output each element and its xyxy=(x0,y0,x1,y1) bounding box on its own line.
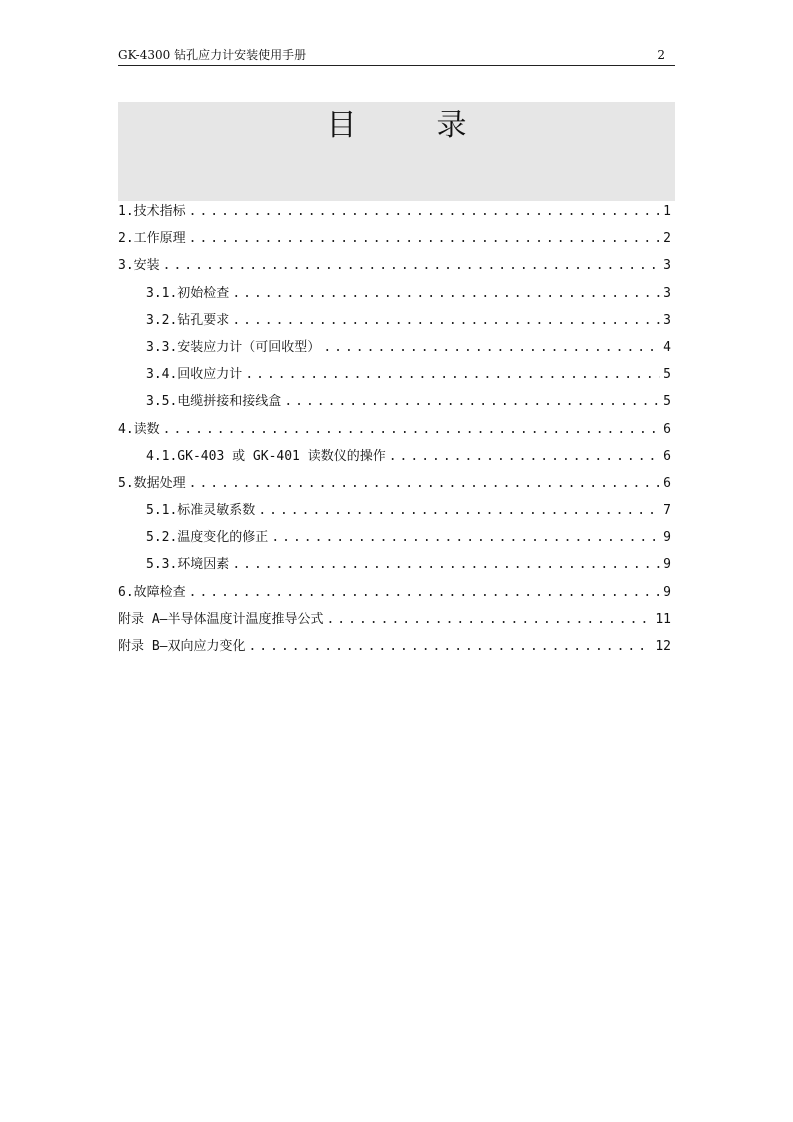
toc-entry-label: 附录 A—半导体温度计温度推导公式 xyxy=(118,611,324,627)
toc-banner xyxy=(118,102,675,201)
page-header xyxy=(118,47,675,66)
toc-entry-label: 5.数据处理 xyxy=(118,475,186,491)
toc-entry-label: 1.技术指标 xyxy=(118,204,186,219)
toc-entry[interactable] xyxy=(118,497,673,524)
toc-entry-page: 3 xyxy=(663,258,671,274)
toc-list xyxy=(118,198,673,660)
toc-entry-page: 11 xyxy=(655,611,671,627)
toc-entry[interactable] xyxy=(118,470,673,497)
toc-leader-dots xyxy=(232,551,660,578)
toc-leader-dots xyxy=(163,416,661,443)
toc-leader-dots xyxy=(232,307,660,334)
toc-entry[interactable] xyxy=(118,579,673,606)
toc-entry[interactable] xyxy=(118,252,673,279)
toc-entry-label: 3.4.回收应力计 xyxy=(146,367,243,383)
toc-entry-page: 7 xyxy=(663,503,671,519)
toc-entry[interactable] xyxy=(118,225,673,252)
toc-entry-page: 6 xyxy=(663,475,671,491)
toc-entry[interactable] xyxy=(118,361,673,388)
toc-entry-page: 5 xyxy=(663,367,671,383)
toc-entry-page: 3 xyxy=(663,285,671,301)
toc-entry[interactable] xyxy=(118,280,673,307)
toc-heading: 目录 xyxy=(326,108,547,143)
toc-leader-dots xyxy=(271,524,660,551)
toc-entry-page: 3 xyxy=(663,312,671,328)
toc-entry-page: 12 xyxy=(655,639,671,654)
toc-entry-label: 4.1.GK-403 或 GK-401 读数仪的操作 xyxy=(146,448,386,464)
toc-entry-page: 9 xyxy=(663,530,671,546)
toc-entry-page: 6 xyxy=(663,421,671,437)
toc-entry[interactable] xyxy=(118,443,673,470)
toc-entry-label: 附录 B—双向应力变化 xyxy=(118,639,246,654)
toc-entry-label: 2.工作原理 xyxy=(118,231,186,247)
toc-entry-label: 3.1.初始检查 xyxy=(146,285,230,301)
toc-entry-label: 3.5.电缆拼接和接线盒 xyxy=(146,394,282,410)
document-title: GK-4300 钻孔应力计安装使用手册 xyxy=(118,48,307,62)
toc-entry-label: 5.2.温度变化的修正 xyxy=(146,530,269,546)
toc-entry-label: 3.安装 xyxy=(118,258,160,274)
toc-entry[interactable] xyxy=(118,198,673,225)
toc-leader-dots xyxy=(189,225,661,252)
toc-leader-dots xyxy=(232,280,660,307)
toc-leader-dots xyxy=(189,198,661,225)
toc-leader-dots xyxy=(323,334,660,361)
toc-entry[interactable] xyxy=(118,388,673,415)
toc-leader-dots xyxy=(189,470,661,497)
toc-entry-label: 3.3.安装应力计（可回收型） xyxy=(146,339,321,355)
toc-entry[interactable] xyxy=(118,606,673,633)
toc-entry-page: 5 xyxy=(663,394,671,410)
toc-entry-page: 1 xyxy=(663,204,671,219)
toc-entry-page: 4 xyxy=(663,339,671,355)
toc-leader-dots xyxy=(326,606,652,633)
toc-entry[interactable] xyxy=(118,334,673,361)
toc-entry-label: 4.读数 xyxy=(118,421,160,437)
toc-entry-page: 2 xyxy=(663,231,671,247)
toc-leader-dots xyxy=(248,633,652,660)
toc-entry[interactable] xyxy=(118,551,673,578)
toc-entry-page: 9 xyxy=(663,557,671,573)
toc-entry[interactable] xyxy=(118,633,673,660)
toc-entry-label: 6.故障检查 xyxy=(118,584,186,600)
toc-entry-label: 5.1.标准灵敏系数 xyxy=(146,503,256,519)
toc-leader-dots xyxy=(189,579,661,606)
toc-leader-dots xyxy=(389,443,660,470)
toc-entry-page: 6 xyxy=(663,448,671,464)
toc-entry[interactable] xyxy=(118,307,673,334)
toc-leader-dots xyxy=(245,361,660,388)
toc-leader-dots xyxy=(258,497,660,524)
toc-leader-dots xyxy=(284,388,660,415)
toc-entry[interactable] xyxy=(118,524,673,551)
toc-entry-label: 3.2.钻孔要求 xyxy=(146,312,230,328)
toc-leader-dots xyxy=(163,252,661,279)
toc-entry-page: 9 xyxy=(663,584,671,600)
toc-entry-label: 5.3.环境因素 xyxy=(146,557,230,573)
page-number: 2 xyxy=(657,48,665,62)
toc-entry[interactable] xyxy=(118,416,673,443)
